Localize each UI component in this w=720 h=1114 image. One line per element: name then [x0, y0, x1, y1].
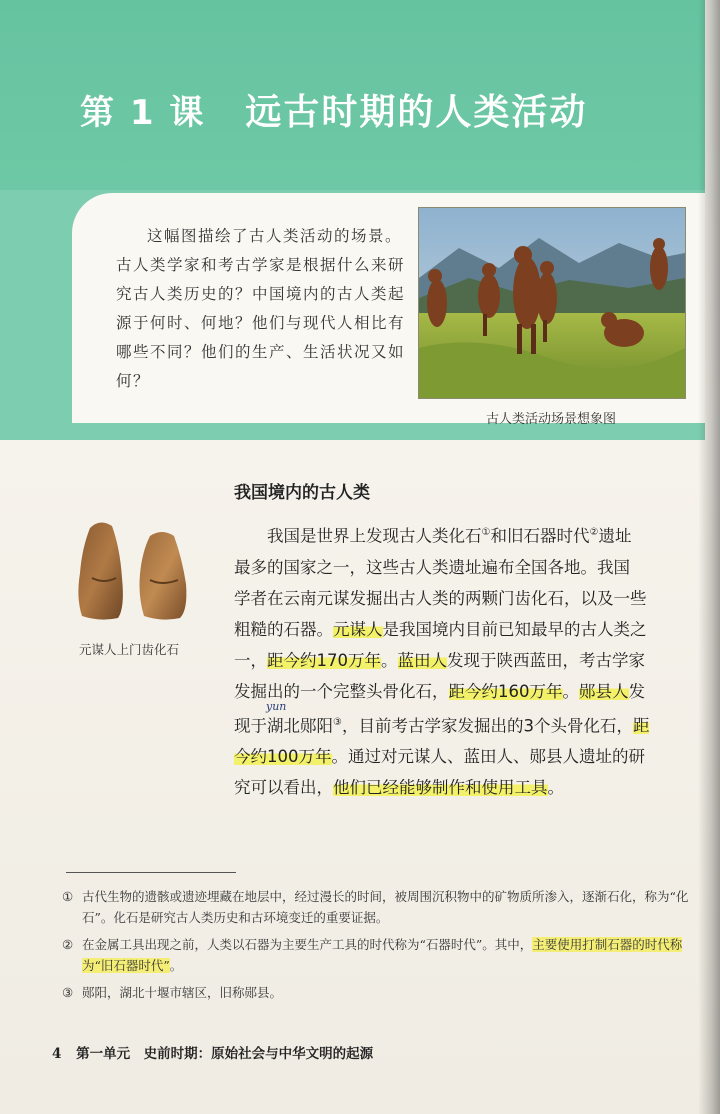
- incisor-fossil-photo: [70, 518, 200, 626]
- body-text-run: 粗糙的石器。: [234, 619, 333, 639]
- body-text-run: 。: [547, 778, 564, 797]
- footnote-text-run: 。: [169, 958, 183, 973]
- body-text-run: 和旧石器时代: [490, 526, 590, 546]
- body-text-run: 我国是世界上发现古人类化石: [267, 526, 482, 546]
- show-through-text: [60, 790, 680, 870]
- handwritten-pinyin-note: yun: [266, 700, 287, 713]
- binding-shadow: [698, 0, 720, 1114]
- unit-title: 第一单元 史前时期：原始社会与中华文明的起源: [76, 1046, 374, 1062]
- footnote-number: ③: [62, 985, 74, 1000]
- body-text-run: ，目前考古学家发掘出的3个头骨化石，: [341, 716, 633, 735]
- body-text-run: 。: [381, 650, 398, 670]
- body-text-run: 发现于陕西蓝田，考古学家: [447, 650, 645, 670]
- body-line: [234, 741, 690, 772]
- body-text-run: 。: [562, 681, 579, 701]
- footnotes: [62, 886, 692, 1009]
- footnote-number: ①: [62, 889, 74, 904]
- highlighted-text: 他们已经能够制作和使用工具: [333, 778, 548, 797]
- lesson-number: 第 1 课: [80, 93, 206, 133]
- highlighted-text: 今约100万年: [234, 747, 332, 766]
- highlighted-text: 郧县人: [579, 681, 629, 701]
- page-footer: [52, 1042, 373, 1062]
- body-text-run: 遗址: [598, 526, 632, 546]
- body-line: [234, 645, 690, 676]
- highlighted-text: 距: [632, 716, 650, 735]
- body-line: [234, 707, 690, 742]
- body-text-run: 学者在云南元谋发掘出古人类的两颗门齿化石，以及一些: [234, 588, 647, 608]
- body-text-run: 发掘出的一个完整头骨化石，: [234, 681, 449, 701]
- lesson-name: 远古时期的人类活动: [245, 92, 588, 133]
- footnote-text-run: 在金属工具出现之前，人类以石器为主要生产工具的时代称为“石器时代”。其中，: [82, 937, 533, 952]
- section-heading: 我国境内的古人类: [234, 483, 370, 503]
- footnote-text: 郧阳，湖北十堰市辖区，旧称郧县。: [82, 985, 283, 1000]
- footnote-ref: ②: [589, 527, 599, 538]
- section-body: [234, 517, 690, 803]
- fossil-caption: 元谋人上门齿化石: [79, 642, 180, 657]
- highlighted-text: 主要使用打制石器的时代称为“旧石器时代”: [82, 937, 683, 973]
- footnote: [62, 886, 692, 928]
- highlighted-text: 距今约160万年: [448, 681, 563, 701]
- highlighted-text: 蓝田人: [397, 650, 447, 670]
- body-text-run: 一，: [234, 650, 267, 670]
- body-text-run: 最多的国家之一，这些古人类遗址遍布全国各地。我国: [234, 557, 630, 577]
- page-number: 4: [52, 1046, 62, 1062]
- intro-paragraph: 这幅图描绘了古人类活动的场景。古人类学家和考古学家是根据什么来研究古人类历史的？中国境内的古人类起源于何时、何地？他们与现代人相比有哪些不同？他们的生产、生活状况又如何？: [116, 227, 406, 390]
- footnote-text: [82, 934, 692, 976]
- highlighted-text: 距今约170万年: [267, 650, 381, 670]
- body-line: [234, 583, 690, 614]
- body-line: [234, 552, 690, 583]
- body-line: [234, 676, 690, 707]
- body-line: [234, 614, 690, 645]
- footnote-ref: ③: [333, 716, 342, 728]
- body-text-run: 是我国境内目前已知最早的古人类之: [382, 619, 647, 639]
- body-text-run: 发: [628, 681, 645, 701]
- footnote-number: ②: [62, 937, 74, 952]
- body-text-run: 现于湖北郧阳: [234, 716, 333, 735]
- lesson-title: [80, 84, 587, 135]
- footnote-text: 古代生物的遗骸或遗迹埋藏在地层中，经过漫长的时间，被周围沉积物中的矿物质所渗入，逐渐石化，称为“化石”。化石是研究古人类历史和古环境变迁的重要证据。: [82, 889, 689, 925]
- body-text-run: 。通过对元谋人、蓝田人、郧县人遗址的研: [331, 747, 645, 766]
- footnote-ref: ①: [481, 527, 491, 538]
- ancient-humans-illustration: [418, 207, 686, 399]
- highlighted-text: 元谋人: [333, 619, 383, 639]
- intro-figure-caption: 古人类活动场景想象图: [485, 412, 616, 427]
- body-text-run: 究可以看出，: [234, 778, 333, 797]
- footnote: [62, 934, 692, 976]
- footnote-rule: [66, 872, 236, 873]
- body-line: [234, 517, 690, 552]
- footnote: [62, 982, 692, 1003]
